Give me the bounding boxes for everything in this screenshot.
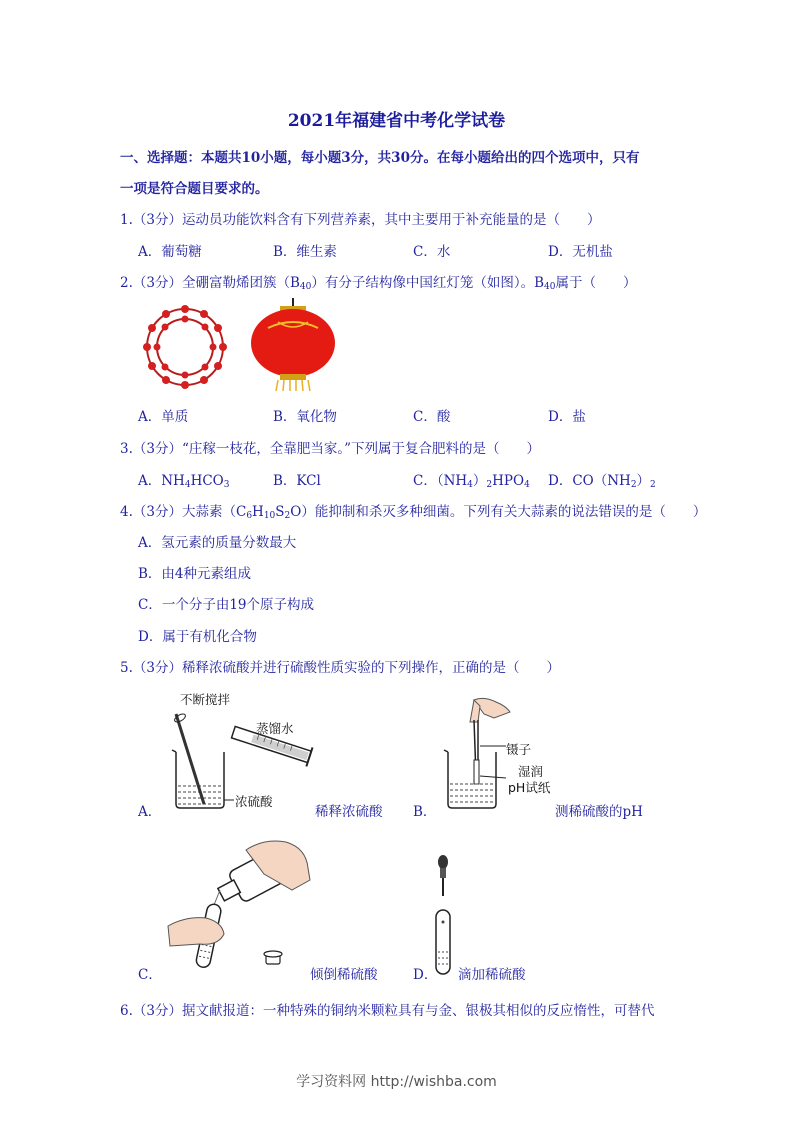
q1-option-d: D．无机盐 bbox=[548, 244, 613, 260]
q5-option-a: A． bbox=[138, 804, 162, 820]
q2-option-b: B．氧化物 bbox=[273, 409, 337, 425]
boron-cluster-image bbox=[138, 300, 238, 390]
label-conc-acid: 浓硫酸 bbox=[235, 794, 273, 809]
q5-option-c: C． bbox=[138, 967, 162, 983]
q3-option-d: D．$CO(NH_2)_2$ bbox=[548, 473, 656, 490]
label-tweezers: 镊子 bbox=[506, 742, 532, 757]
q2-option-c: C．酸 bbox=[413, 409, 451, 425]
q5-caption-d: 滴加稀硫酸 bbox=[458, 967, 526, 983]
q3-option-b: B．KCl bbox=[273, 473, 321, 489]
q3-option-a: A．$NH_4HCO_3$ bbox=[138, 473, 230, 490]
label-wet: 湿润 bbox=[518, 764, 544, 779]
q2-option-a: A．单质 bbox=[138, 409, 189, 425]
label-distilled-water: 蒸馏水 bbox=[256, 721, 294, 736]
label-stir: 不断搅拌 bbox=[180, 692, 231, 707]
figure-c-pouring bbox=[160, 834, 320, 974]
page-title: 2021年福建省中考化学试卷 bbox=[287, 111, 506, 131]
question-6-stem: 6.（3分）据文献报道：一种特殊的铜纳米颗粒具有与金、银极其相似的反应惰性，可替代 bbox=[120, 1003, 655, 1019]
section-heading-cont: 一项是符合题目要求的。 bbox=[120, 181, 269, 197]
q4-option-d: D．属于有机化合物 bbox=[138, 629, 257, 645]
q3-option-c: C．$(NH_4)_2HPO_4$ bbox=[413, 473, 530, 490]
section-heading: 一、选择题：本题共10小题，每小题3分，共30分。在每小题给出的四个选项中，只有 bbox=[120, 150, 640, 166]
question-1-stem: 1.（3分）运动员功能饮料含有下列营养素，其中主要用于补充能量的是（ ） bbox=[120, 212, 601, 228]
question-5-stem: 5.（3分）稀释浓硫酸并进行硫酸性质实验的下列操作，正确的是（ ） bbox=[120, 660, 560, 676]
q4-option-b: B．由4种元素组成 bbox=[138, 566, 252, 582]
question-3-stem: 3.（3分）“庄稼一枝花，全靠肥当家。”下列属于复合肥料的是（ ） bbox=[120, 441, 541, 457]
q5-caption-a: 稀释浓硫酸 bbox=[315, 804, 383, 820]
question-2-stem: 2.（3分）全硼富勒烯团簇$(B_{40})$有分子结构像中国红灯笼（如图）。$B_{40}$属于（ ） bbox=[120, 275, 637, 292]
label-ph-paper: pH试纸 bbox=[508, 780, 551, 795]
q5-option-d: D． bbox=[413, 967, 438, 983]
q4-option-a: A．氢元素的质量分数最大 bbox=[138, 535, 297, 551]
figure-d-dropper bbox=[428, 852, 458, 978]
question-4-stem: 4.（3分）大蒜素$(C_6H_{10}S_2O)$能抑制和杀灭多种细菌。下列有关大蒜素的说法错误的是（ ） bbox=[120, 504, 707, 521]
q5-option-b: B． bbox=[413, 804, 437, 820]
footer-watermark: 学习资料网 http://wishba.com bbox=[296, 1074, 497, 1090]
q4-option-c: C．一个分子由19个原子构成 bbox=[138, 597, 315, 613]
q5-caption-b: 测稀硫酸的pH bbox=[555, 804, 643, 820]
q1-option-b: B．维生素 bbox=[273, 244, 337, 260]
q1-option-a: A．葡萄糖 bbox=[138, 244, 202, 260]
red-lantern-image bbox=[248, 298, 338, 392]
q2-option-d: D．盐 bbox=[548, 409, 586, 425]
q1-option-c: C．水 bbox=[413, 244, 451, 260]
q5-caption-c: 倾倒稀硫酸 bbox=[310, 967, 378, 983]
